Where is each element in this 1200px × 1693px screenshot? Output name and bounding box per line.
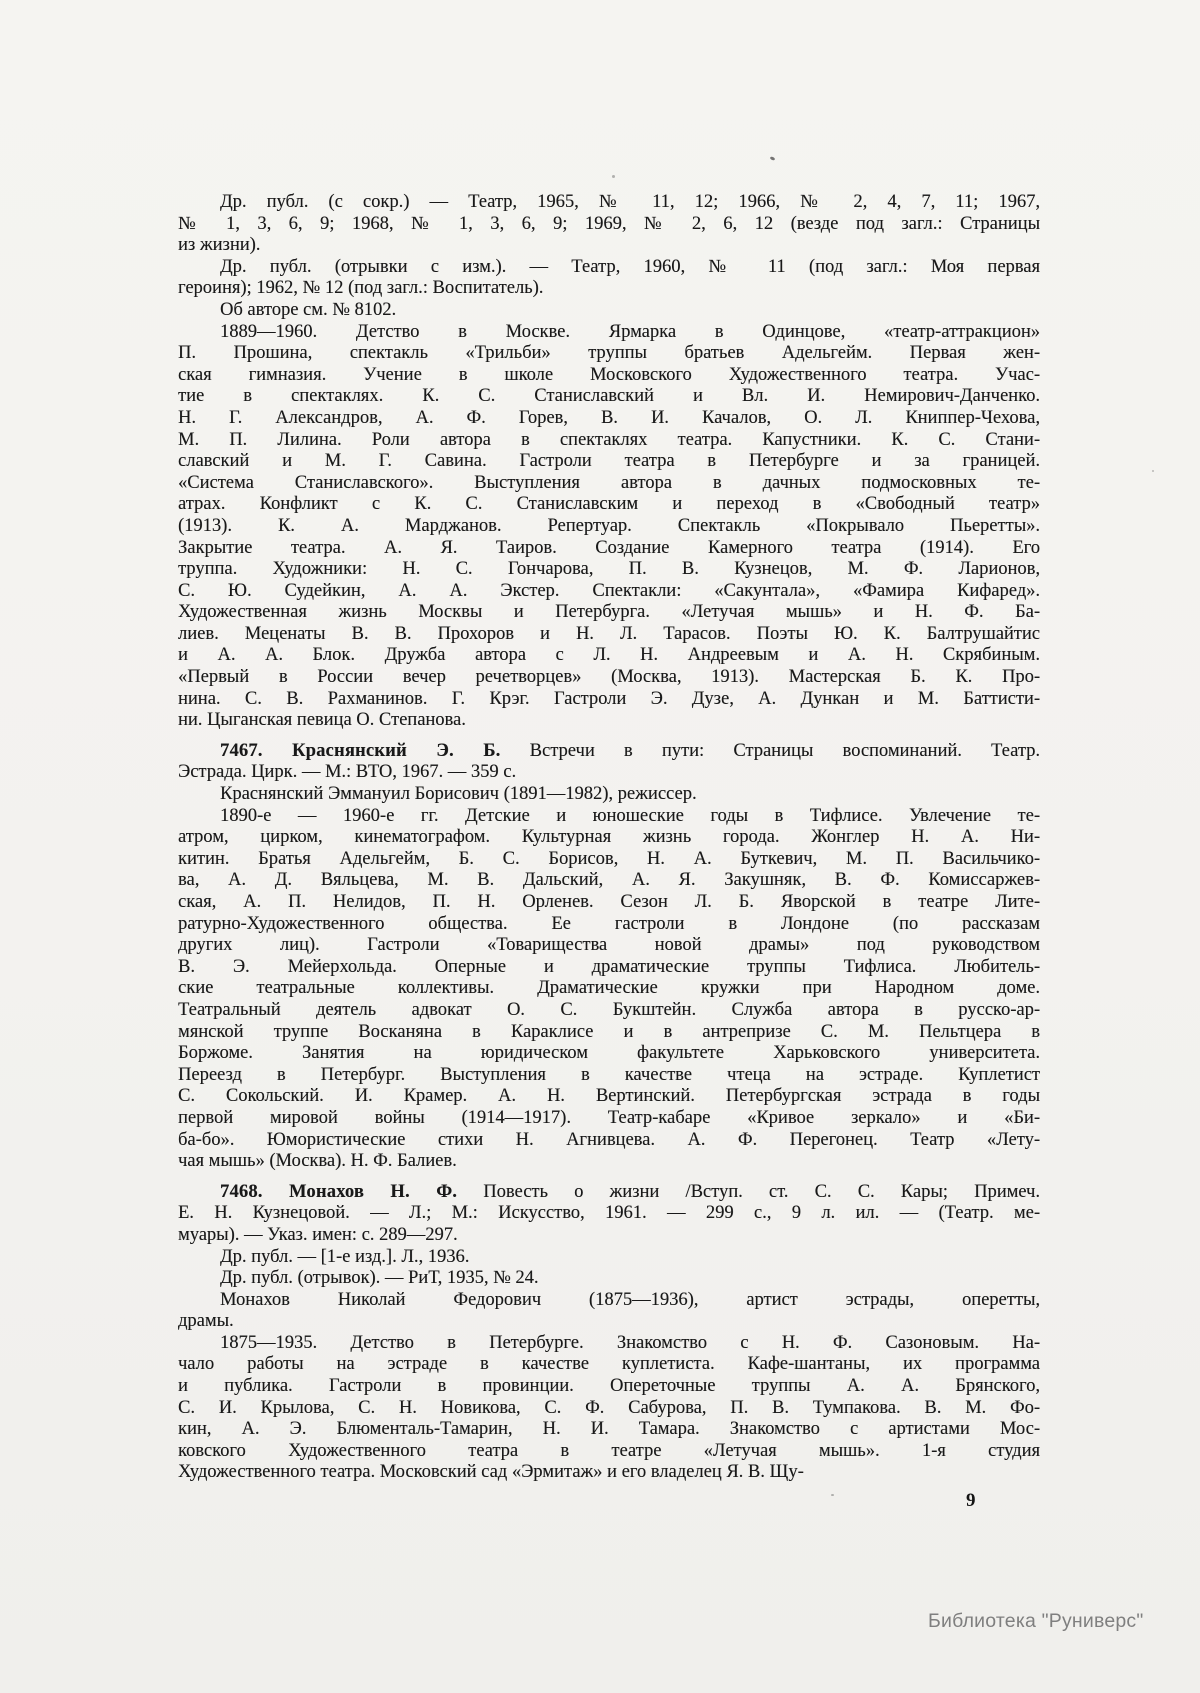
text-line: 1889—1960. Детство в Москве. Ярмарка в Одинцове, «театр-аттракцион» — [220, 321, 1040, 342]
entry-7467-person — [178, 784, 1040, 806]
about-author-reference — [178, 300, 1040, 322]
scan-speck — [831, 1494, 834, 1496]
text-line: Др. публ. (отрывки с изм.). — Театр, 1960, № 11 (под загл.: Моя первая — [220, 256, 1040, 277]
text-line: С. Ю. Судейкин, А. А. Экстер. Спектакли: «Сакунтала», «Фамира Кифаред». — [178, 580, 1040, 601]
text-line: № 1, 3, 6, 9; 1968, № 1, 3, 6, 9; 1969, № 2, 6, 12 (везде под загл.: Страницы — [178, 213, 1040, 234]
text-line: кин, А. Э. Блюменталь-Тамарин, Н. И. Тамара. Знакомство с артистами Мос- — [178, 1419, 1040, 1440]
text-line: Др. публ. — [1-е изд.]. Л., 1936. — [220, 1246, 470, 1267]
text-line: героиня); 1962, № 12 (под загл.: Воспитатель). — [178, 278, 544, 299]
scan-speck — [770, 156, 776, 161]
text-line: ба-бо». Юмористические стихи Н. Агнивцева. А. Ф. Перегонец. Театр «Лету- — [178, 1129, 1040, 1150]
text-line: П. Прошина, спектакль «Трильби» труппы братьев Адельгейм. Первая жен- — [178, 343, 1040, 364]
text-line: нина. С. В. Рахманинов. Г. Крэг. Гастроли Э. Дузе, А. Дункан и М. Баттисти- — [178, 688, 1040, 709]
text-line: славский и М. Г. Савина. Гастроли театра в Петербурге и за границей. — [178, 451, 1040, 472]
text-line: чая мышь» (Москва). Н. Ф. Балиев. — [178, 1151, 457, 1172]
annotation-previous-entry — [178, 322, 1040, 732]
text-line: Е. Н. Кузнецовой. — Л.; М.: Искусство, 1961. — 299 с., 9 л. ил. — (Театр. ме- — [178, 1203, 1040, 1224]
entry-heading: 7467. Краснянский Э. Б. — [220, 740, 501, 761]
entry-7467-citation — [178, 741, 1040, 784]
other-publications-excerpts — [178, 257, 1040, 300]
text-line: Об авторе см. № 8102. — [220, 299, 397, 320]
text-line: атром, цирком, кинематографом. Культурная жизнь города. Жонглер Н. А. Ни- — [178, 827, 1040, 848]
text-line: ковского Художественного театра в театре «Летучая мышь». 1-я студия — [178, 1440, 1040, 1461]
text-line: 7467. Краснянский Э. Б. Встречи в пути: Страницы воспоминаний. Театр. — [220, 740, 1041, 761]
text-line: «Первый в России вечер речетворцев» (Москва, 1913). Мастерская Б. К. Про- — [178, 667, 1040, 688]
text-line: Художественная жизнь Москвы и Петербурга. «Летучая мышь» и Н. Ф. Ба- — [178, 602, 1040, 623]
text-line: Др. публ. (отрывок). — РиТ, 1935, № 24. — [220, 1268, 539, 1289]
page-number: 9 — [966, 1490, 976, 1511]
text-line: мянской труппе Восканяна в Караклисе и в антрепризе С. М. Пельтцера в — [178, 1021, 1040, 1042]
text-line: 1875—1935. Детство в Петербурге. Знакомство с Н. Ф. Сазоновым. На- — [220, 1332, 1040, 1353]
text-line: из жизни). — [178, 235, 261, 256]
text-line: ратурно-Художественного общества. Ее гастроли в Лондоне (по рассказам — [178, 913, 1040, 934]
text-line: и публика. Гастроли в провинции. Опереточные труппы А. А. Брянского, — [178, 1376, 1040, 1397]
text-line: Театральный деятель адвокат О. С. Букштейн. Служба автора в русско-ар- — [178, 999, 1040, 1020]
text-line: ни. Цыганская певица О. Степанова. — [178, 710, 466, 731]
text-line: Др. публ. (с сокр.) — Театр, 1965, № 11, 12; 1966, № 2, 4, 7, 11; 1967, — [220, 192, 1040, 212]
text-line: В. Э. Мейерхольда. Оперные и драматические труппы Тифлиса. Любитель- — [178, 956, 1040, 977]
text-line: С. И. Крылова, С. Н. Новикова, С. Ф. Сабурова, П. В. Тумпакова. В. М. Фо- — [178, 1397, 1040, 1418]
entry-7468-annotation — [178, 1333, 1040, 1484]
text-line: Художественного театра. Московский сад «Эрмитаж» и его владелец Я. В. Щу- — [178, 1462, 804, 1483]
text-column — [178, 192, 1040, 1484]
entry-heading: 7468. Монахов Н. Ф. — [220, 1181, 458, 1202]
text-line: 7468. Монахов Н. Ф. Повесть о жизни /Вступ. ст. С. С. Кары; Примеч. — [220, 1181, 1040, 1202]
text-line: ская, А. П. Нелидов, П. Н. Орленев. Сезон Л. Б. Яворской в театре Лите- — [178, 892, 1040, 912]
text-line: муары). — Указ. имен: с. 289—297. — [178, 1224, 458, 1245]
scan-speck — [1152, 470, 1154, 472]
text-line: других лиц). Гастроли «Товарищества новой драмы» под руководством — [178, 935, 1040, 956]
text-line: 1890-е — 1960-е гг. Детские и юношеские годы в Тифлисе. Увлечение те- — [220, 805, 1040, 826]
entry-7468-other-publ-2 — [178, 1268, 1040, 1290]
text-line: М. П. Лилина. Роли автора в спектаклях театра. Капустники. К. С. Стани- — [178, 429, 1040, 450]
library-watermark: Библиотека "Руниверс" — [928, 1610, 1144, 1632]
text-line: Н. Г. Александров, А. Ф. Горев, В. И. Качалов, О. Л. Книппер-Чехова, — [178, 407, 1040, 428]
text-line: Боржоме. Занятия на юридическом факультете Харьковского университета. — [178, 1043, 1040, 1064]
text-line: С. Сокольский. И. Крамер. А. Н. Вертинский. Петербургская эстрада в годы — [178, 1086, 1040, 1107]
scan-speck — [612, 175, 615, 178]
text-line: и А. А. Блок. Дружба автора с Л. Н. Андреевым и А. Н. Скрябиным. — [178, 645, 1040, 666]
other-publications-abridged — [178, 192, 1040, 257]
text-line: китин. Братья Адельгейм, Б. С. Борисов, Н. А. Буткевич, М. П. Васильчико- — [178, 848, 1040, 869]
text-line: Эстрада. Цирк. — М.: ВТО, 1967. — 359 с. — [178, 762, 517, 783]
text-line: первой мировой войны (1914—1917). Театр-кабаре «Кривое зеркало» и «Би- — [178, 1107, 1040, 1128]
text-line: ва, А. Д. Вяльцева, М. В. Дальский, А. Я. Закушняк, В. Ф. Комиссаржев- — [178, 870, 1040, 891]
entry-7468-citation — [178, 1182, 1040, 1247]
text-line: лиев. Меценаты В. В. Прохоров и Н. Л. Тарасов. Поэты Ю. К. Балтрушайтис — [178, 623, 1040, 644]
text-line: драмы. — [178, 1311, 234, 1332]
entry-7468-other-publ-1 — [178, 1247, 1040, 1269]
text-line: Краснянский Эммануил Борисович (1891—1982), режиссер. — [220, 784, 697, 805]
entry-7467-annotation — [178, 806, 1040, 1173]
entry-7468-person — [178, 1290, 1040, 1333]
text-line: атрах. Конфликт с К. С. Станиславским и переход в «Свободный театр» — [178, 494, 1040, 515]
text-line: Закрытие театра. А. Я. Таиров. Создание Камерного театра (1914). Его — [178, 537, 1040, 558]
text-line: (1913). К. А. Марджанов. Репертуар. Спектакль «Покрывало Пьеретты». — [178, 515, 1040, 536]
text-line: труппа. Художники: Н. С. Гончарова, П. В. Кузнецов, М. Ф. Ларионов, — [178, 559, 1040, 580]
text-line: тие в спектаклях. К. С. Станиславский и Вл. И. Немирович-Данченко. — [178, 386, 1040, 407]
text-line: ская гимназия. Учение в школе Московского Художественного театра. Учас- — [178, 364, 1040, 385]
text-line: ские театральные коллективы. Драматические кружки при Народном доме. — [178, 978, 1040, 999]
text-line: Монахов Николай Федорович (1875—1936), артист эстрады, оперетты, — [220, 1289, 1040, 1310]
text-line: «Система Станиславского». Выступления автора в дачных подмосковных те- — [178, 472, 1040, 493]
text-line: Переезд в Петербург. Выступления в качестве чтеца на эстраде. Куплетист — [178, 1064, 1040, 1085]
text-line: чало работы на эстраде в качестве куплетиста. Кафе-шантаны, их программа — [178, 1354, 1040, 1375]
